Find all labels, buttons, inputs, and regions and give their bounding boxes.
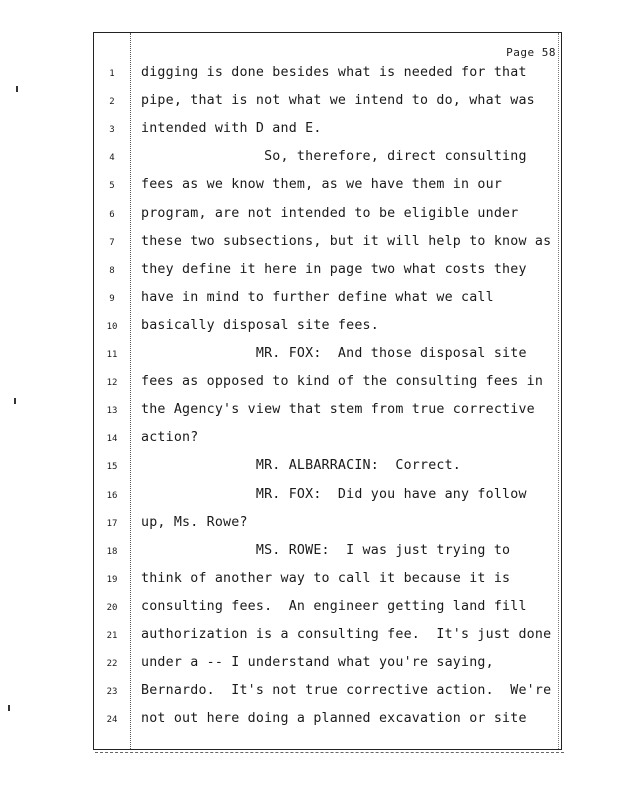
line-text: consulting fees. An engineer getting land fill bbox=[141, 598, 527, 614]
line-text: action? bbox=[141, 430, 199, 446]
line-text: basically disposal site fees. bbox=[141, 317, 379, 333]
line-text: these two subsections, but it will help to know as bbox=[141, 233, 552, 249]
line-text: MR. ALBARRACIN: Correct. bbox=[141, 458, 462, 474]
line-text: authorization is a consulting fee. It's just done bbox=[141, 627, 552, 642]
line-number: 23 bbox=[106, 687, 118, 698]
line-number: 12 bbox=[106, 378, 118, 389]
transcript-line bbox=[0, 145, 618, 173]
transcript-line bbox=[0, 567, 618, 595]
transcript-line bbox=[0, 230, 618, 258]
line-text: So, therefore, direct consulting bbox=[141, 149, 527, 165]
line-number: 8 bbox=[109, 265, 115, 276]
line-text: fees as we know them, as we have them in our bbox=[141, 177, 503, 193]
line-text: MR. FOX: Did you have any follow bbox=[141, 486, 527, 502]
line-number: 13 bbox=[106, 406, 118, 417]
line-text: Bernardo. It's not true corrective action. We're bbox=[141, 683, 552, 699]
line-text: MS. ROWE: I was just trying to bbox=[141, 542, 511, 558]
line-text: up, Ms. Rowe? bbox=[141, 514, 248, 530]
transcript-line bbox=[0, 483, 618, 511]
transcript-line bbox=[0, 398, 618, 426]
line-number: 6 bbox=[109, 209, 115, 220]
line-number: 20 bbox=[106, 602, 118, 613]
transcript-line bbox=[0, 595, 618, 623]
line-text: pipe, that is not what we intend to do, what was bbox=[141, 93, 535, 109]
transcript-line bbox=[0, 342, 618, 370]
line-number: 9 bbox=[109, 293, 115, 304]
page-bottom-rule bbox=[95, 752, 564, 753]
line-text: the Agency's view that stem from true corrective bbox=[141, 402, 535, 418]
line-text: program, are not intended to be eligible under bbox=[141, 205, 519, 221]
transcript-line bbox=[0, 651, 618, 679]
transcript-line bbox=[0, 454, 618, 482]
line-number: 18 bbox=[106, 546, 118, 557]
transcript-line bbox=[0, 623, 618, 651]
transcript-line bbox=[0, 707, 618, 735]
line-number: 24 bbox=[106, 715, 118, 726]
line-text: have in mind to further define what we call bbox=[141, 289, 494, 305]
line-number: 4 bbox=[109, 153, 115, 164]
line-number: 16 bbox=[106, 490, 118, 501]
line-number: 10 bbox=[106, 321, 118, 332]
line-number: 1 bbox=[109, 69, 115, 79]
transcript-line bbox=[0, 679, 618, 707]
transcript-line bbox=[0, 511, 618, 539]
line-number: 14 bbox=[106, 434, 118, 445]
line-number: 22 bbox=[106, 659, 118, 670]
transcript-line bbox=[0, 258, 618, 286]
transcript-line bbox=[0, 117, 618, 145]
transcript-line bbox=[0, 370, 618, 398]
line-text: not out here doing a planned excavation or site bbox=[141, 711, 527, 727]
line-text: think of another way to call it because it is bbox=[141, 570, 511, 586]
line-number: 11 bbox=[106, 350, 118, 360]
line-text: intended with D and E. bbox=[141, 121, 322, 137]
transcript-line bbox=[0, 89, 618, 117]
line-text: fees as opposed to kind of the consulting fees in bbox=[141, 374, 544, 390]
line-text: under a -- I understand what you're saying, bbox=[141, 655, 494, 671]
line-number: 21 bbox=[106, 631, 118, 641]
transcript-line bbox=[0, 286, 618, 314]
transcript-line bbox=[0, 202, 618, 230]
transcript-line bbox=[0, 426, 618, 454]
transcript-line bbox=[0, 314, 618, 342]
line-number: 7 bbox=[109, 237, 115, 248]
line-number: 5 bbox=[109, 181, 115, 192]
line-number: 3 bbox=[109, 125, 115, 136]
line-text: they define it here in page two what costs they bbox=[141, 261, 527, 277]
transcript-line bbox=[0, 61, 618, 89]
line-number: 17 bbox=[106, 518, 118, 529]
line-number: 19 bbox=[106, 574, 118, 585]
line-text: digging is done besides what is needed for that bbox=[141, 65, 527, 80]
line-number: 2 bbox=[109, 97, 115, 108]
line-text: MR. FOX: And those disposal site bbox=[141, 346, 527, 361]
page-number: Page 58 bbox=[506, 46, 556, 59]
transcript-line bbox=[0, 539, 618, 567]
transcript-line bbox=[0, 173, 618, 201]
line-number: 15 bbox=[106, 462, 118, 473]
